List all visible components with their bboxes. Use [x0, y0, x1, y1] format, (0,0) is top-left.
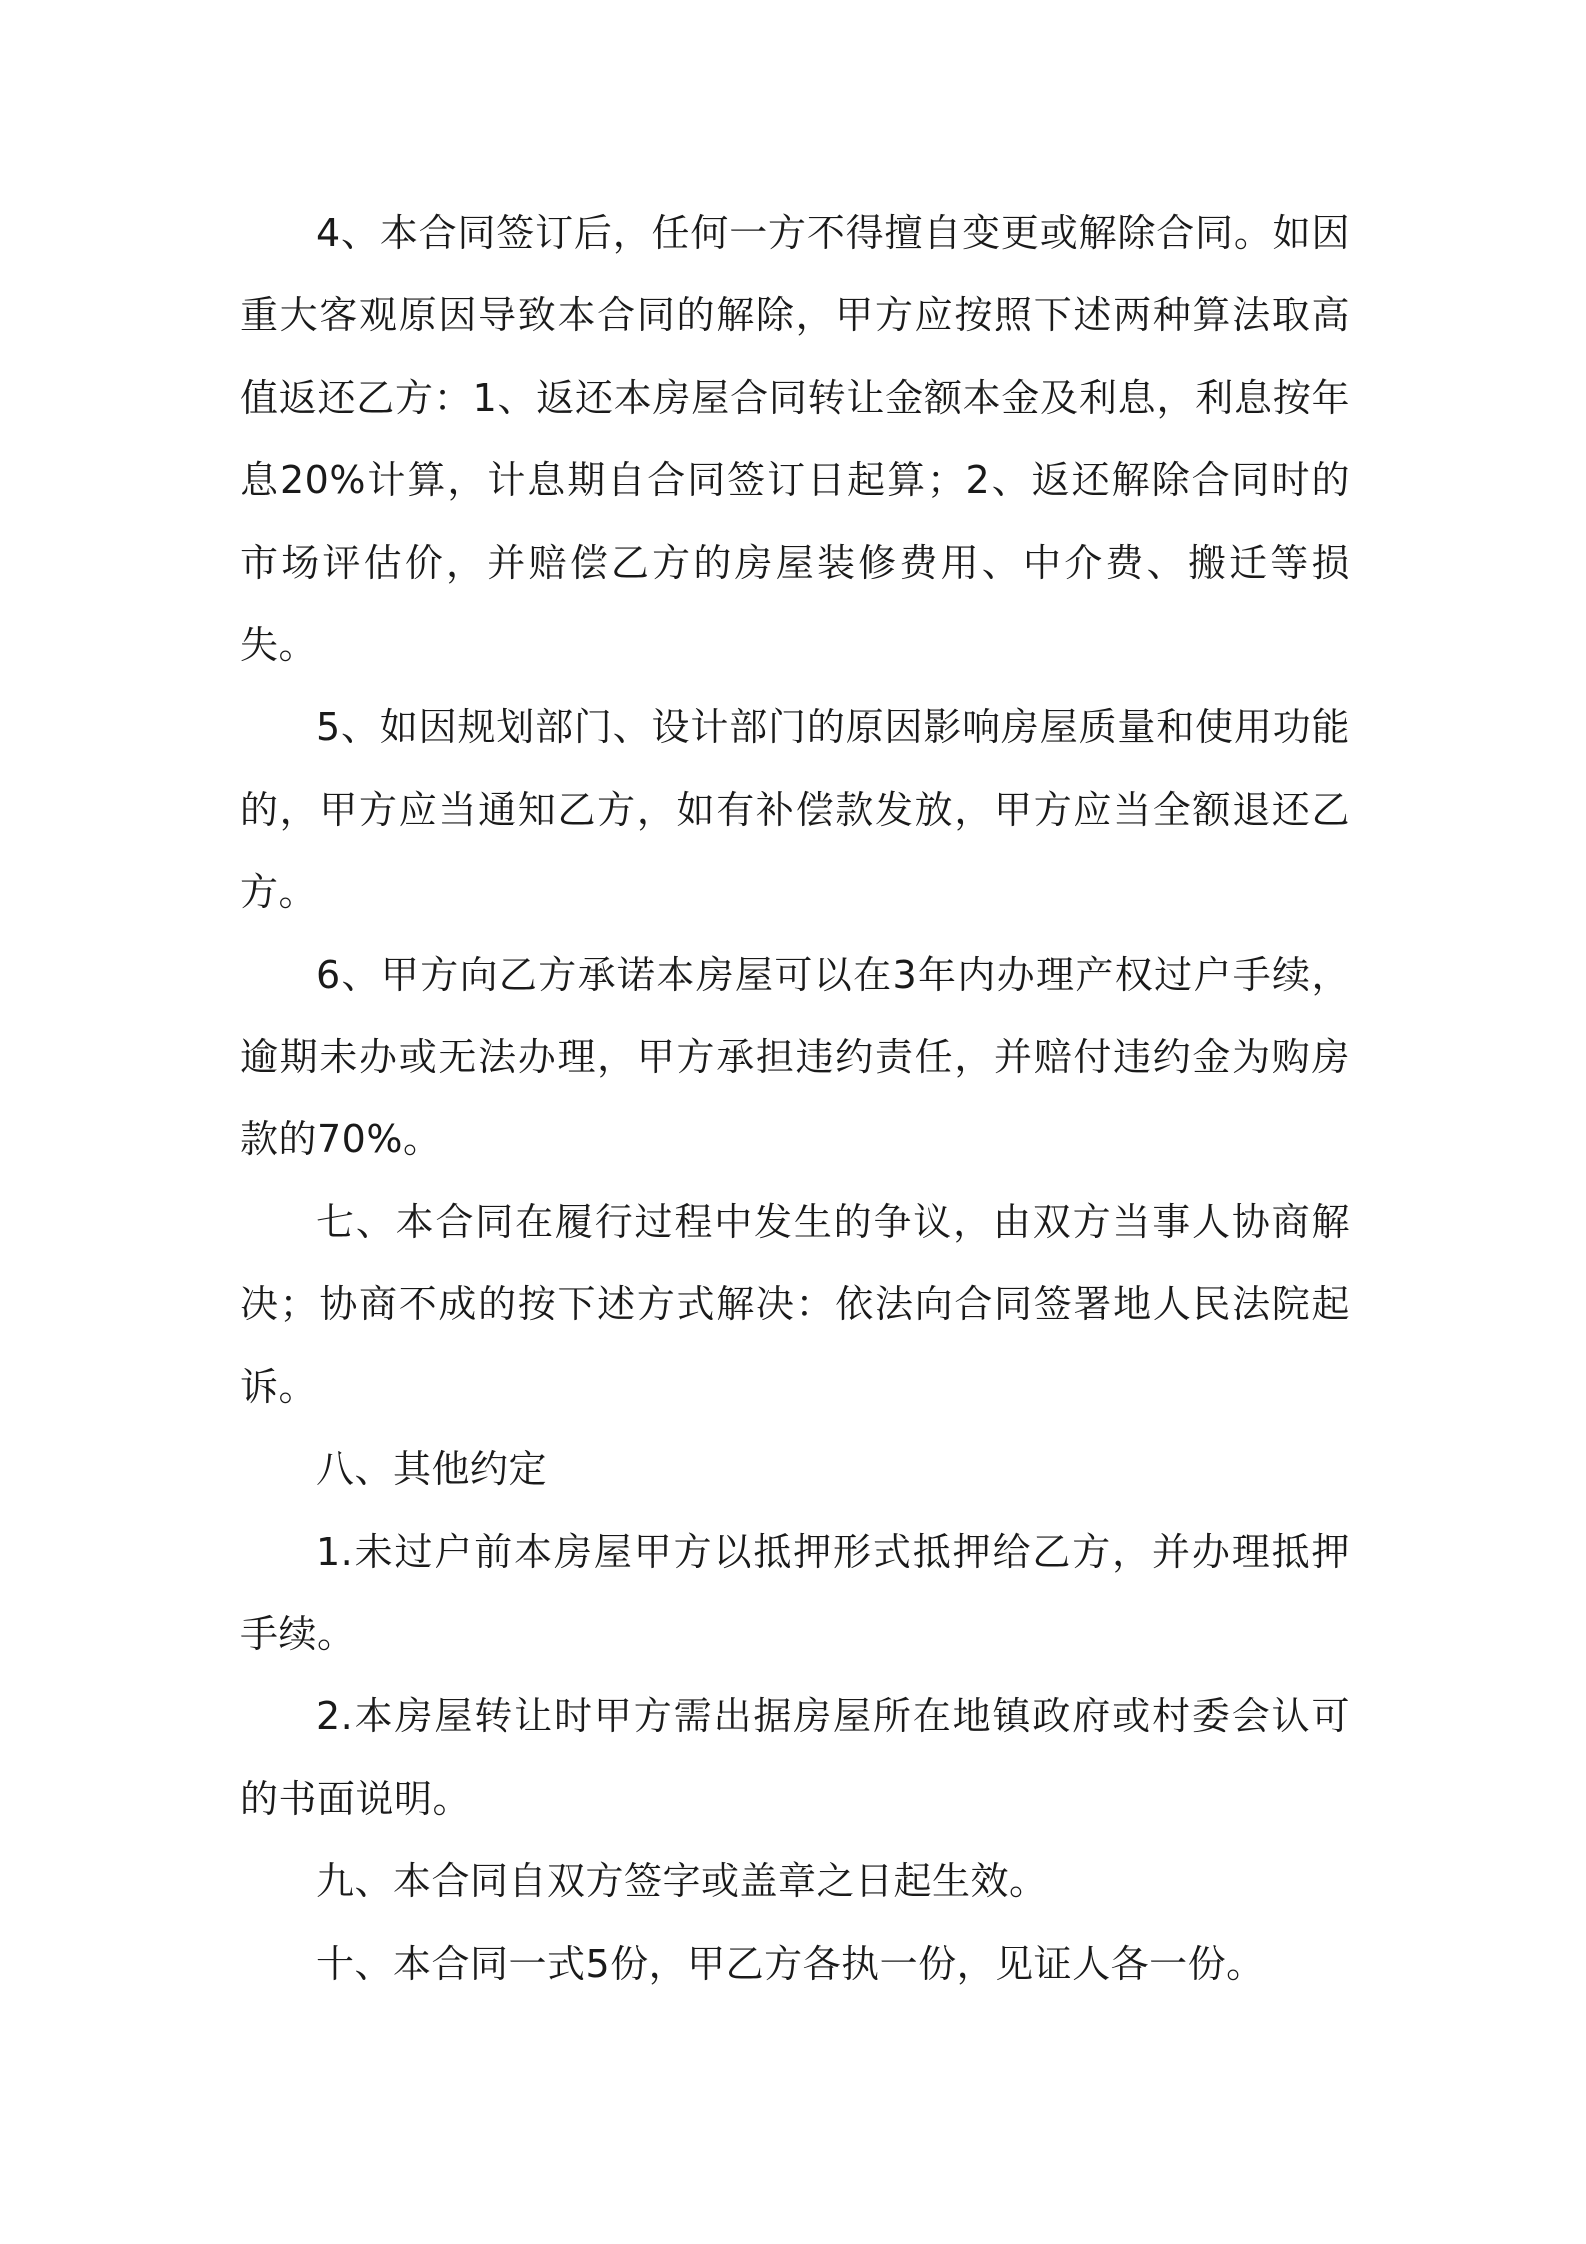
clause-10-copies: 十、本合同一式5份，甲乙方各执一份，见证人各一份。 — [316, 1941, 1265, 1986]
clause-6: 6、甲方向乙方承诺本房屋可以在3年内办理产权过户手续，逾期未办或无法办理，甲方承担违约责任，并赔付违约金为购房款的70%。 — [240, 952, 1350, 1162]
clause-4: 4、本合同签订后，任何一方不得擅自变更或解除合同。如因重大客观原因导致本合同的解除，甲方应按照下述两种算法取高值返还乙方：1、返还本房屋合同转让金额本金及利息，利息按年息20%计算，计息期自合同签订日起算；2、返还解除合同时的市场评估价，并赔偿乙方的房屋装修费用、中介费、搬迁等损失。 — [240, 211, 1350, 668]
clause-5: 5、如因规划部门、设计部门的原因影响房屋质量和使用功能的，甲方应当通知乙方，如有补偿款发放，甲方应当全额退还乙方。 — [240, 705, 1350, 915]
contract-body — [240, 192, 1350, 2005]
clause-8-item-2: 2.本房屋转让时甲方需出据房屋所在地镇政府或村委会认可的书面说明。 — [240, 1694, 1350, 1821]
clause-9-effective: 九、本合同自双方签字或盖章之日起生效。 — [316, 1859, 1048, 1904]
clause-7-dispute: 七、本合同在履行过程中发生的争议，由双方当事人协商解决；协商不成的按下述方式解决：依法向合同签署地人民法院起诉。 — [240, 1199, 1350, 1409]
clause-8-item-1: 1.未过户前本房屋甲方以抵押形式抵押给乙方，并办理抵押手续。 — [240, 1529, 1350, 1656]
clause-8-heading: 八、其他约定 — [316, 1447, 548, 1492]
